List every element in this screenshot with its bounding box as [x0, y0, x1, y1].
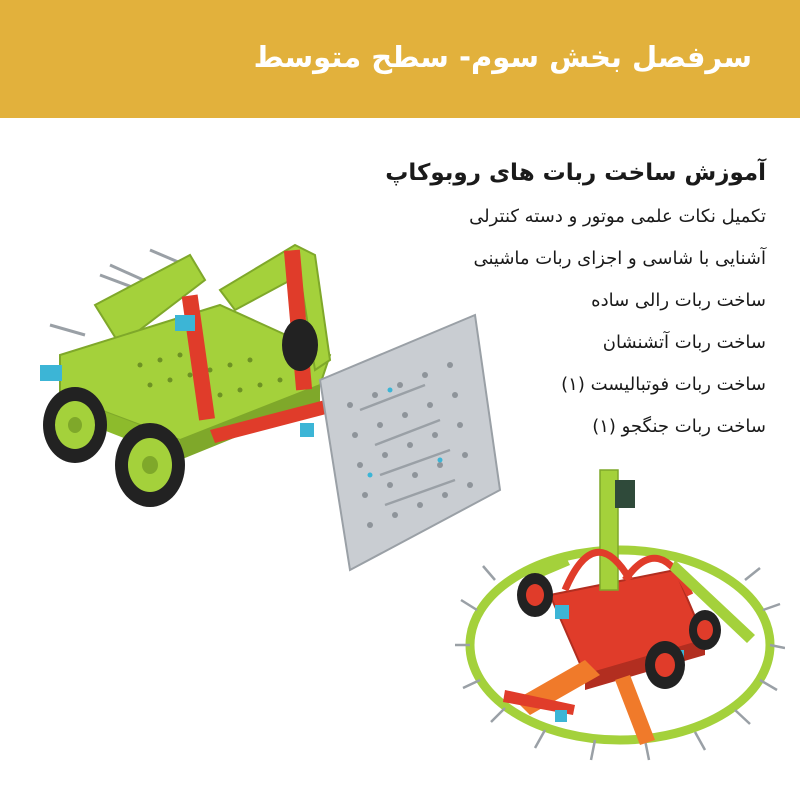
list-item: ساخت ربات فوتبالیست (۱) [561, 374, 766, 395]
header-banner [0, 0, 800, 118]
list-item: ساخت ربات آتشنشان [602, 332, 766, 353]
robot-fighter-image [455, 460, 785, 780]
list-item: آشنایی با شاسی و اجزای ربات ماشینی [473, 248, 766, 269]
list-item: ساخت ربات جنگجو (۱) [592, 416, 766, 437]
list-item: تکمیل نکات علمی موتور و دسته کنترلی [469, 206, 766, 227]
section-heading: آموزش ساخت ربات های روبوکاپ [385, 160, 766, 186]
page-title: سرفصل بخش سوم- سطح متوسط [253, 40, 752, 74]
robot-bulldozer-image [30, 235, 510, 575]
list-item: ساخت ربات رالی ساده [591, 290, 766, 311]
